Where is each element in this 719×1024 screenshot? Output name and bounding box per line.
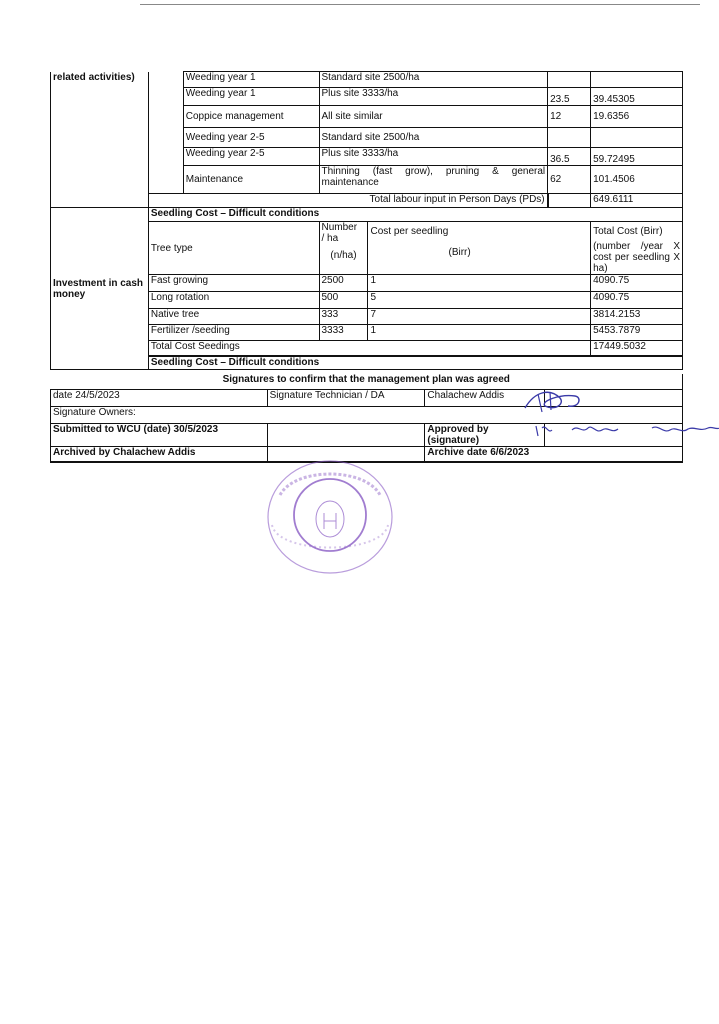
technician-signature: [520, 386, 590, 416]
spec-cell: Standard site 2500/ha: [319, 72, 548, 88]
pd-cell: 23.5: [548, 88, 591, 106]
pd-cell: 12: [548, 106, 591, 128]
activity-cell: Coppice management: [183, 106, 319, 128]
value-cell: 101.4506: [591, 166, 683, 194]
activity-cell: Maintenance: [183, 166, 319, 194]
total-cell: 4090.75: [591, 275, 683, 292]
cost-cell: 5: [368, 292, 591, 309]
pd-cell: 36.5: [548, 148, 591, 166]
seedling-heading-row: [51, 208, 683, 222]
archived-by: Archived by Chalachew Addis: [51, 446, 268, 462]
activity-cell: Weeding year 2-5: [183, 128, 319, 148]
scan-edge-line: [140, 4, 700, 5]
total-cell: 4090.75: [591, 292, 683, 309]
cost-cell: 1: [368, 275, 591, 292]
total-cell: 5453.7879: [591, 325, 683, 341]
approver-signature: [532, 420, 719, 440]
activity-cell: Weeding year 2-5: [183, 148, 319, 166]
tree-type-cell: Long rotation: [148, 292, 319, 309]
value-cell: [591, 72, 683, 88]
col-number: Number / ha (n/ha): [319, 222, 368, 275]
related-activities-label: related activities): [51, 72, 149, 208]
seedling-total-value: 17449.5032: [591, 341, 683, 356]
value-cell: 39.45305: [591, 88, 683, 106]
pd-cell: 62: [548, 166, 591, 194]
owners-signature: Signature Owners:: [51, 406, 683, 423]
agreement-date: date 24/5/2023: [51, 389, 268, 406]
number-cell: 333: [319, 309, 368, 325]
number-cell: 2500: [319, 275, 368, 292]
col-cost: Cost per seedling (Birr): [368, 222, 591, 275]
spec-cell: Plus site 3333/ha: [319, 88, 548, 106]
number-cell: 500: [319, 292, 368, 309]
cost-cell: 7: [368, 309, 591, 325]
spec-cell: Standard site 2500/ha: [319, 128, 548, 148]
submitted-date: Submitted to WCU (date) 30/5/2023: [51, 423, 268, 446]
seedling-heading: Seedling Cost – Difficult conditions: [148, 208, 682, 222]
archive-date: Archive date 6/6/2023: [425, 446, 683, 462]
approved-by: Approved by (signature): [425, 423, 545, 446]
signature-heading: Signatures to confirm that the management plan was agreed: [51, 374, 683, 389]
value-cell: [591, 128, 683, 148]
tree-type-cell: Fertilizer /seeding: [148, 325, 319, 341]
technician-label: Signature Technician / DA: [267, 389, 425, 406]
seedling-total-label: Total Cost Seedings: [148, 341, 590, 356]
labour-total-value: 649.6111: [591, 194, 683, 208]
col-tree-type: Tree type: [148, 222, 319, 275]
activity-cell: Weeding year 1: [183, 72, 319, 88]
labour-row: [51, 72, 683, 88]
activity-cell: Weeding year 1: [183, 88, 319, 106]
tree-type-cell: Native tree: [148, 309, 319, 325]
pd-cell: [548, 128, 591, 148]
value-cell: 19.6356: [591, 106, 683, 128]
spec-cell: All site similar: [319, 106, 548, 128]
investment-label: Investment in cash money: [51, 208, 149, 370]
seedling-heading-2: Seedling Cost – Difficult conditions: [148, 356, 682, 370]
col-total: Total Cost (Birr) (number /year X cost per seedling X ha): [591, 222, 683, 275]
spec-cell: Thinning (fast grow), pruning & general maintenance: [319, 166, 548, 194]
spec-cell: Plus site 3333/ha: [319, 148, 548, 166]
number-cell: 3333: [319, 325, 368, 341]
pd-cell: [548, 72, 591, 88]
official-stamp: [250, 455, 410, 585]
tree-type-cell: Fast growing: [148, 275, 319, 292]
value-cell: 59.72495: [591, 148, 683, 166]
labour-total-label: Total labour input in Person Days (PDs): [148, 194, 547, 208]
technician-name: Chalachew Addis: [425, 389, 545, 406]
cost-cell: 1: [368, 325, 591, 341]
total-cell: 3814.2153: [591, 309, 683, 325]
management-plan-table: [50, 71, 683, 370]
